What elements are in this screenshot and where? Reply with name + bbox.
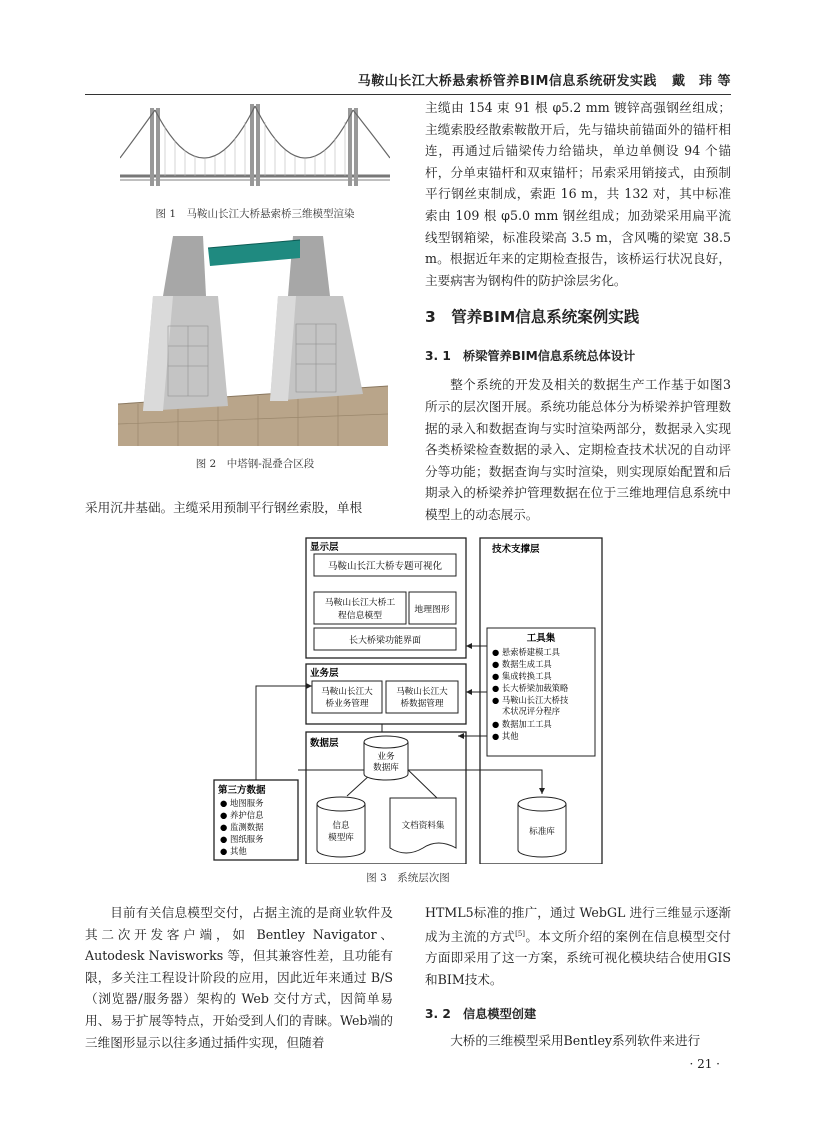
data-layer-label: 数据层 bbox=[310, 738, 339, 749]
third-party-item: ● 监测数据 bbox=[220, 822, 264, 832]
box-business-mgmt-line2: 桥业务管理 bbox=[325, 699, 369, 709]
page-number: · 21 · bbox=[689, 1057, 720, 1071]
toolset-item: ● 集成转换工具 bbox=[492, 671, 552, 681]
figure3-system-diagram bbox=[212, 536, 608, 864]
box-info-model-line2: 程信息模型 bbox=[338, 611, 382, 621]
box-business-mgmt-line1: 马鞍山长江大 bbox=[321, 687, 373, 697]
box-data-mgmt-line2: 桥数据管理 bbox=[400, 699, 444, 709]
figure1-bridge-render bbox=[120, 98, 390, 198]
toolset-item: ● 数据加工工具 bbox=[492, 719, 552, 729]
bottom-left-paragraph: 目前有关信息模型交付，占据主流的是商业软件及其二次开发客户端，如 Bentley Navigator、Autodesk Navisworks 等，但其兼容性差，且功能有限，多关注工程设计阶段的应用，因此近年来通过 B/S（浏览器/服务器）架构的 Web 交付方式，因简单易用、易于扩展等特点，开始受到人们的青睐。Web端的三维图形显示以往多通过插件实现，但随着 bbox=[85, 905, 393, 1050]
display-layer-label: 显示层 bbox=[310, 542, 339, 553]
business-layer-label: 业务层 bbox=[310, 668, 339, 679]
toolset-item: ● 悬索桥建模工具 bbox=[492, 647, 560, 657]
box-function-ui: 长大桥梁功能界面 bbox=[348, 636, 422, 646]
box-info-model-line1: 马鞍山长江大桥工 bbox=[324, 598, 396, 608]
subsection-3-1-heading: 3. 1 桥梁管养BIM信息系统总体设计 bbox=[425, 349, 636, 364]
right-column bbox=[425, 97, 731, 526]
bottom-right-column bbox=[425, 902, 731, 1051]
toolset-item: ● 其他 bbox=[492, 731, 519, 741]
figure3-caption: 图 3 系统层次图 bbox=[366, 872, 450, 884]
db-documents: 文档资料集 bbox=[401, 821, 445, 831]
left-column bbox=[85, 497, 393, 519]
tech-layer-label: 技术支撑层 bbox=[492, 544, 540, 555]
toolset-item: ● 数据生成工具 bbox=[492, 659, 552, 669]
box-data-mgmt-line1: 马鞍山长江大 bbox=[396, 687, 448, 697]
toolset-item: ● 马鞍山长江大桥技 bbox=[492, 695, 569, 705]
bottom-right-paragraph-2: 大桥的三维模型采用Bentley系列软件来进行 bbox=[450, 1032, 701, 1048]
toolset-item: ● 长大桥梁加载策略 bbox=[492, 683, 569, 693]
subsection-3-2-heading: 3. 2 信息模型创建 bbox=[425, 1006, 537, 1021]
third-party-item: ● 其他 bbox=[220, 846, 247, 856]
header-title: 马鞍山长江大桥悬索桥管养BIM信息系统研发实践 bbox=[357, 74, 657, 89]
db-info-model-line1: 信息 bbox=[332, 821, 350, 831]
db-standard: 标准库 bbox=[529, 827, 555, 837]
db-business-line2: 数据库 bbox=[373, 763, 399, 773]
right-paragraph-1: 主缆由 154 束 91 根 φ5.2 mm 镀锌高强钢丝组成；主缆索股经散索鞍散开后，先与锚块前锚面外的锚杆相连，再通过后锚梁传力给锚块，单边单侧设 94 个锚杆，分单束锚杆和双束锚杆；吊索采用销接式，由预制平行钢丝束制成，索距 16 m，共 132 对，其中标准索由 109 根 φ5.0 mm 钢丝组成；加劲梁采用扁平流线型钢箱梁，标准段梁高 3.5 m，含风嘴的梁宽 38.5 m。根据近年来的定期检查报告，该桥运行状况良好，主要病害为钢构件的防护涂层劣化。 bbox=[425, 100, 731, 288]
box-geo-graphics: 地理图形 bbox=[414, 605, 450, 615]
toolset-title: 工具集 bbox=[526, 633, 556, 644]
db-business-line1: 业务 bbox=[377, 752, 395, 762]
header-authors: 戴 玮 等 bbox=[671, 74, 731, 89]
citation-ref: [5] bbox=[515, 929, 526, 938]
third-party-title: 第三方数据 bbox=[218, 785, 266, 796]
third-party-item: ● 图纸服务 bbox=[220, 834, 264, 844]
header-rule bbox=[85, 94, 731, 95]
db-info-model-line2: 模型库 bbox=[328, 833, 354, 843]
toolset-item-continued: 术状况评分程序 bbox=[502, 706, 561, 716]
figure1-caption: 图 1 马鞍山长江大桥悬索桥三维模型渲染 bbox=[155, 208, 355, 220]
bottom-right-paragraph-1: HTML5标准的推广，通过 WebGL 进行三维显示逐渐成为主流的方式[5]。本文所介绍的案例在信息模型交付方面即采用了这一方案，系统可视化模块结合使用GIS和BIM技术。 bbox=[425, 905, 732, 987]
third-party-item: ● 养护信息 bbox=[220, 810, 264, 820]
third-party-item: ● 地图服务 bbox=[220, 798, 264, 808]
left-paragraph-1: 采用沉井基础。主缆采用预制平行钢丝索股，单根 bbox=[85, 500, 363, 515]
running-header bbox=[85, 70, 731, 92]
figure2-caption: 图 2 中塔钢-混叠合区段 bbox=[195, 458, 315, 470]
bottom-left-column bbox=[85, 902, 393, 1053]
right-paragraph-2: 整个系统的开发及相关的数据生产工作基于如图3所示的层次图开展。系统功能总体分为桥梁养护管理数据的录入和数据查询与实时渲染两部分，数据录入实现各类桥梁检查数据的录入、定期检查技术状况的自动评分等功能；数据查询与实时渲染，则实现原始配置和后期录入的桥梁养护管理数据在位于三维地理信息系统中模型上的动态展示。 bbox=[425, 377, 731, 522]
box-special-visualization: 马鞍山长江大桥专题可视化 bbox=[327, 561, 443, 572]
section-3-heading: 3 管养BIM信息系统案例实践 bbox=[425, 308, 640, 327]
figure2-tower-render bbox=[118, 236, 388, 446]
